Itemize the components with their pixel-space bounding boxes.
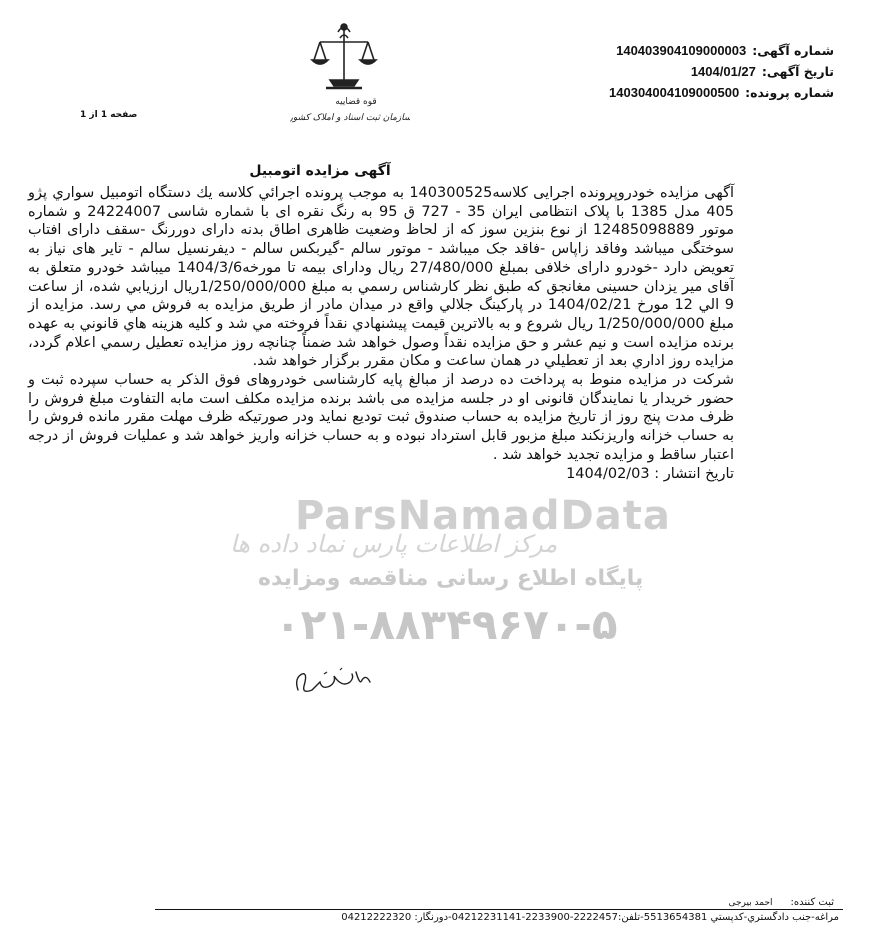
notice-number-label: شماره آگهی: xyxy=(752,43,834,58)
notice-number: 140403904109000003 xyxy=(616,43,747,58)
watermark-tagline: پایگاه اطلاع رسانی مناقصه ومزایده xyxy=(258,566,644,591)
office-address: مراغه-جنب دادگستري-كدپستي 5513654381-تلفن:2222457-2233900-04212231141-دورنگار: 04212222320 xyxy=(341,912,839,923)
notice-number-row xyxy=(454,40,834,61)
emblem-caption-organization: سازمان ثبت اسناد و املاک کشور xyxy=(290,113,410,123)
file-number-label: شماره پرونده: xyxy=(745,85,834,100)
publish-date: تاریخ انتشار : 1404/02/03 xyxy=(566,465,734,482)
file-number: 140304004109000500 xyxy=(609,85,740,100)
page-number: صفحه 1 از 1 xyxy=(80,110,138,120)
watermark-phone: ۰۲۱-۸۸۳۴۹۶۷۰-۵ xyxy=(275,600,618,649)
scales-of-justice-icon xyxy=(290,18,410,128)
notice-date: 1404/01/27 xyxy=(690,64,756,79)
watermark-brand-persian: مرکز اطلاعات پارس نماد داده ها xyxy=(230,530,558,558)
registrar-name: احمد بیرجی xyxy=(728,898,773,908)
notice-body xyxy=(28,184,734,483)
auction-terms-paragraph: شرکت در مزایده منوط به پرداخت ده درصد از مبالغ پایه کارشناسی خودروهای فوق الذکر به حساب سپرده ثبت و حضور خریدار یا نمایندگان قانونی او در جلسه مزایده می باشد برنده مزایده مکلف است مابه التفاوت مبلغ فروش را ظرف مدت پنج روز از تاریخ مزایده به حساب صندوق ثبت تودیع نماید ودر صورتیکه ظرف مهلت مقرر مانده فروش را به حساب خزانه واریزنکند مبلغ مزبور قابل استرداد نبوده و به حساب خزانه واریز خواهد شد و عملیات فروش از درجه اعتبار ساقط و مزایده تجدید خواهد شد . xyxy=(28,372,734,463)
notice-date-label: تاریخ آگهی: xyxy=(761,64,834,79)
registrar-label: ثبت کننده: xyxy=(790,897,834,908)
emblem-caption-judiciary: قوه قضاییه xyxy=(335,97,377,107)
judiciary-emblem xyxy=(290,18,410,128)
footer-divider xyxy=(155,909,843,910)
notice-title: آگهی مزایده اتومبیل xyxy=(249,163,391,179)
auction-description-paragraph: آگهی مزایده خودروپرونده اجرایی کلاسه140300525 به موجب پرونده اجرائي كلاسه يك دستگاه اتومبيل سواري پژو 405 مدل 1385 با پلاک انتظامی ایران 35 - 727 ق 95 به رنگ نقره ای با شماره شاسی 24224007 و شماره موتور 12485098889 از نوع بنزین سوز که از لحاظ وضعیت ظاهری اطاق بدنه دارای دوررنگ -سقف دارای افتاب سوختگی میباشد وفاقد زاپاس -فاقد جک میباشد - موتور سالم -گیربکس سالم - دیفرنسیل سالم - تایر های نیاز به تعویض دارد -خودرو دارای خلافی بمبلغ 27/480/000 ریال ودارای بیمه تا مورخه1404/3/6 میباشد خودرو متعلق به آقای میر یزدان حسینی مغانجق که طبق نظر كارشناس رسمي به مبلغ 1/250/000/000ريال ارزيابي شده، از ساعت 9 الي 12 مورخ 1404/02/21 در پاركينگ جلالي واقع در ميدان مادر از طريق مزايده به فروش مي رسد. مزايده از مبلغ 1/250/000/000 ريال شروع و به بالاترين قيمت پيشنهادي نقداً فروخته مي شد و كليه هزينه هاي قانوني به عهده برنده مزايده است و نيم عشر و حق مزايده نقداً وصول خواهد شد ضمناً چنانچه روز مزايده تعطيل رسمي اعلام گردد، مزايده روز اداري بعد از تعطيلي در همان ساعت و مكان مقرر برگزار خواهد شد. xyxy=(28,185,735,370)
signature xyxy=(290,660,380,705)
file-number-row xyxy=(454,82,834,103)
notice-date-row xyxy=(454,61,834,82)
registrar xyxy=(728,897,834,908)
notice-metadata xyxy=(454,40,834,103)
watermark-brand-latin: ParsNamadData xyxy=(295,493,671,539)
handwritten-signature-icon xyxy=(290,660,380,705)
